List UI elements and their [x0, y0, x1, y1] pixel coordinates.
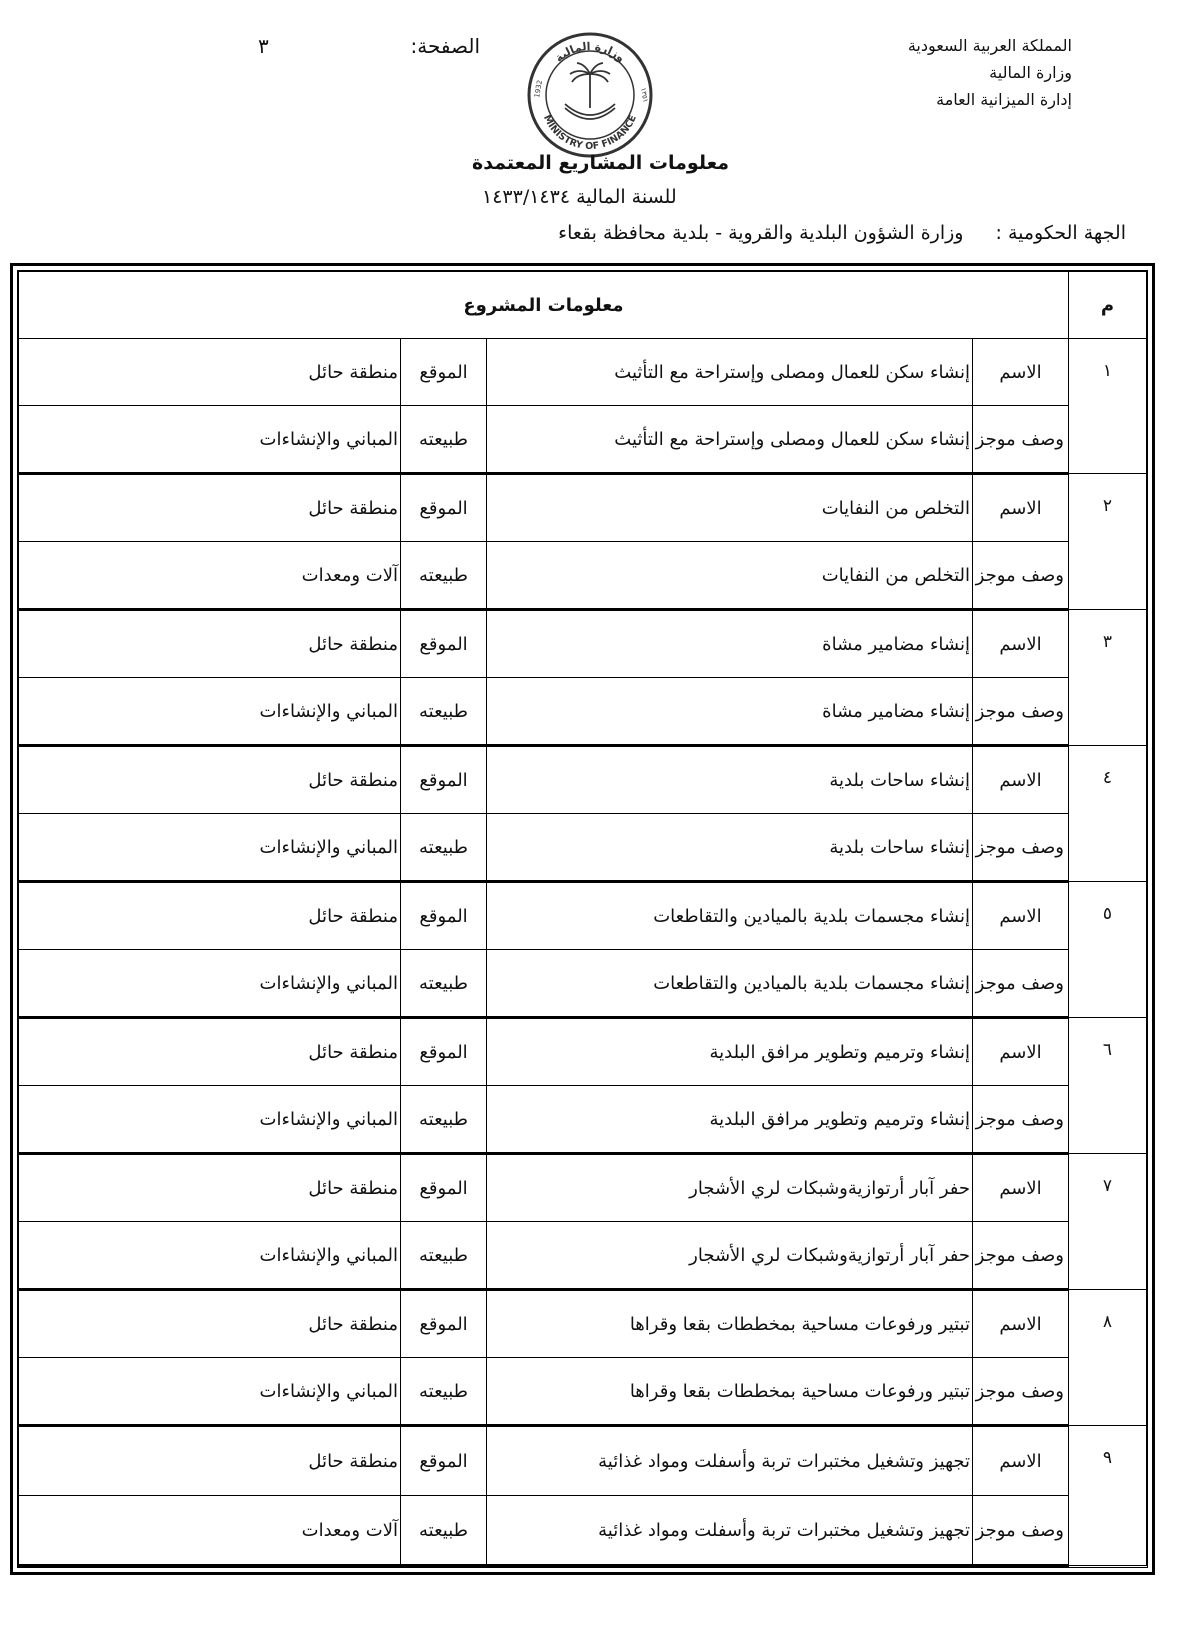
- project-description: إنشاء سكن للعمال ومصلى وإستراحة مع التأثيث: [487, 406, 973, 474]
- description-label: وصف موجز: [973, 814, 1069, 882]
- col-header-project-info: معلومات المشروع: [19, 272, 1069, 339]
- table-header-row: [19, 272, 1147, 339]
- nature-label: طبيعته: [401, 950, 487, 1018]
- project-nature: المباني والإنشاءات: [19, 678, 401, 746]
- name-label: الاسم: [973, 1018, 1069, 1086]
- table-row: [19, 1290, 1147, 1358]
- name-label: الاسم: [973, 474, 1069, 542]
- seal-year-left: 1932: [533, 79, 545, 99]
- project-description: إنشاء مضامير مشاة: [487, 678, 973, 746]
- nature-label: طبيعته: [401, 1086, 487, 1154]
- project-description: إنشاء مجسمات بلدية بالميادين والتقاطعات: [487, 950, 973, 1018]
- project-location: منطقة حائل: [19, 1290, 401, 1358]
- project-name: إنشاء ساحات بلدية: [487, 746, 973, 814]
- project-number: ٧: [1069, 1154, 1147, 1290]
- table-row: [19, 678, 1147, 746]
- project-description: تجهيز وتشغيل مختبرات تربة وأسفلت ومواد غذائية: [487, 1496, 973, 1566]
- table-row: [19, 950, 1147, 1018]
- table-row: [19, 1222, 1147, 1290]
- page-number: ٣: [258, 34, 269, 58]
- table-row: [19, 1426, 1147, 1496]
- table-row: [19, 814, 1147, 882]
- description-label: وصف موجز: [973, 1496, 1069, 1566]
- project-description: التخلص من النفايات: [487, 542, 973, 610]
- name-label: الاسم: [973, 1426, 1069, 1496]
- project-name: إنشاء سكن للعمال ومصلى وإستراحة مع التأثيث: [487, 339, 973, 406]
- description-label: وصف موجز: [973, 1222, 1069, 1290]
- table-row: [19, 882, 1147, 950]
- report-title: معلومات المشاريع المعتمدة: [472, 152, 730, 174]
- table-row: [19, 1358, 1147, 1426]
- table-row: [19, 474, 1147, 542]
- project-description: تبتير ورفوعات مساحية بمخططات بقعا وقراها: [487, 1358, 973, 1426]
- project-nature: المباني والإنشاءات: [19, 1222, 401, 1290]
- issuer-block: [812, 32, 1072, 113]
- description-label: وصف موجز: [973, 1358, 1069, 1426]
- entity-label: الجهة الحكومية :: [995, 222, 1126, 244]
- project-location: منطقة حائل: [19, 610, 401, 678]
- project-number: ٤: [1069, 746, 1147, 882]
- project-location: منطقة حائل: [19, 339, 401, 406]
- project-location: منطقة حائل: [19, 1154, 401, 1222]
- project-nature: المباني والإنشاءات: [19, 1086, 401, 1154]
- table-row: [19, 542, 1147, 610]
- table-row: [19, 1496, 1147, 1566]
- project-number: ٦: [1069, 1018, 1147, 1154]
- table-row: [19, 1086, 1147, 1154]
- country-name: المملكة العربية السعودية: [907, 36, 1072, 55]
- department-name: إدارة الميزانية العامة: [936, 90, 1072, 109]
- project-location: منطقة حائل: [19, 1426, 401, 1496]
- location-label: الموقع: [401, 339, 487, 406]
- location-label: الموقع: [401, 1426, 487, 1496]
- projects-table: [18, 271, 1147, 1567]
- project-description: إنشاء وترميم وتطوير مرافق البلدية: [487, 1086, 973, 1154]
- project-name: التخلص من النفايات: [487, 474, 973, 542]
- page-label: الصفحة:: [410, 34, 480, 58]
- project-name: تجهيز وتشغيل مختبرات تربة وأسفلت ومواد غذائية: [487, 1426, 973, 1496]
- description-label: وصف موجز: [973, 542, 1069, 610]
- project-name: حفر آبار أرتوازيةوشبكات لري الأشجار: [487, 1154, 973, 1222]
- name-label: الاسم: [973, 882, 1069, 950]
- project-number: ١: [1069, 339, 1147, 474]
- name-label: الاسم: [973, 1290, 1069, 1358]
- project-number: ٢: [1069, 474, 1147, 610]
- table-row: [19, 1018, 1147, 1086]
- description-label: وصف موجز: [973, 1086, 1069, 1154]
- description-label: وصف موجز: [973, 406, 1069, 474]
- name-label: الاسم: [973, 746, 1069, 814]
- project-number: ٨: [1069, 1290, 1147, 1426]
- entity-value: وزارة الشؤون البلدية والقروية - بلدية محافظة بقعاء: [558, 222, 964, 244]
- government-entity: [558, 222, 1126, 244]
- nature-label: طبيعته: [401, 406, 487, 474]
- project-name: تبتير ورفوعات مساحية بمخططات بقعا وقراها: [487, 1290, 973, 1358]
- nature-label: طبيعته: [401, 542, 487, 610]
- project-nature: آلات ومعدات: [19, 1496, 401, 1566]
- project-location: منطقة حائل: [19, 1018, 401, 1086]
- location-label: الموقع: [401, 1290, 487, 1358]
- nature-label: طبيعته: [401, 678, 487, 746]
- table-row: [19, 339, 1147, 406]
- project-nature: المباني والإنشاءات: [19, 1358, 401, 1426]
- seal-year-right: ١٣٥١: [639, 86, 650, 104]
- table-row: [19, 746, 1147, 814]
- project-number: ٣: [1069, 610, 1147, 746]
- svg-text:وزارة المالية: [553, 40, 628, 65]
- name-label: الاسم: [973, 610, 1069, 678]
- project-name: إنشاء مضامير مشاة: [487, 610, 973, 678]
- location-label: الموقع: [401, 1154, 487, 1222]
- project-location: منطقة حائل: [19, 882, 401, 950]
- location-label: الموقع: [401, 474, 487, 542]
- table-row: [19, 610, 1147, 678]
- project-location: منطقة حائل: [19, 746, 401, 814]
- nature-label: طبيعته: [401, 814, 487, 882]
- project-nature: آلات ومعدات: [19, 542, 401, 610]
- nature-label: طبيعته: [401, 1496, 487, 1566]
- project-location: منطقة حائل: [19, 474, 401, 542]
- location-label: الموقع: [401, 610, 487, 678]
- description-label: وصف موجز: [973, 950, 1069, 1018]
- project-nature: المباني والإنشاءات: [19, 406, 401, 474]
- name-label: الاسم: [973, 339, 1069, 406]
- nature-label: طبيعته: [401, 1222, 487, 1290]
- projects-table-frame: [10, 263, 1155, 1575]
- table-row: [19, 1154, 1147, 1222]
- fiscal-year: للسنة المالية ١٤٣٣/١٤٣٤: [482, 186, 677, 208]
- palm-swords-emblem: [565, 63, 615, 119]
- location-label: الموقع: [401, 1018, 487, 1086]
- location-label: الموقع: [401, 746, 487, 814]
- table-row: [19, 406, 1147, 474]
- project-number: ٩: [1069, 1426, 1147, 1566]
- project-name: إنشاء وترميم وتطوير مرافق البلدية: [487, 1018, 973, 1086]
- project-nature: المباني والإنشاءات: [19, 950, 401, 1018]
- seal-text-top: وزارة المالية: [552, 39, 628, 65]
- project-nature: المباني والإنشاءات: [19, 814, 401, 882]
- project-name: إنشاء مجسمات بلدية بالميادين والتقاطعات: [487, 882, 973, 950]
- col-header-number: م: [1069, 272, 1147, 339]
- description-label: وصف موجز: [973, 678, 1069, 746]
- seal-text-bottom: MINISTRY OF FINANCE: [541, 113, 639, 153]
- name-label: الاسم: [973, 1154, 1069, 1222]
- location-label: الموقع: [401, 882, 487, 950]
- project-number: ٥: [1069, 882, 1147, 1018]
- ministry-name: وزارة المالية: [989, 63, 1072, 82]
- project-description: إنشاء ساحات بلدية: [487, 814, 973, 882]
- project-description: حفر آبار أرتوازيةوشبكات لري الأشجار: [487, 1222, 973, 1290]
- nature-label: طبيعته: [401, 1358, 487, 1426]
- ministry-seal-icon: [525, 30, 655, 160]
